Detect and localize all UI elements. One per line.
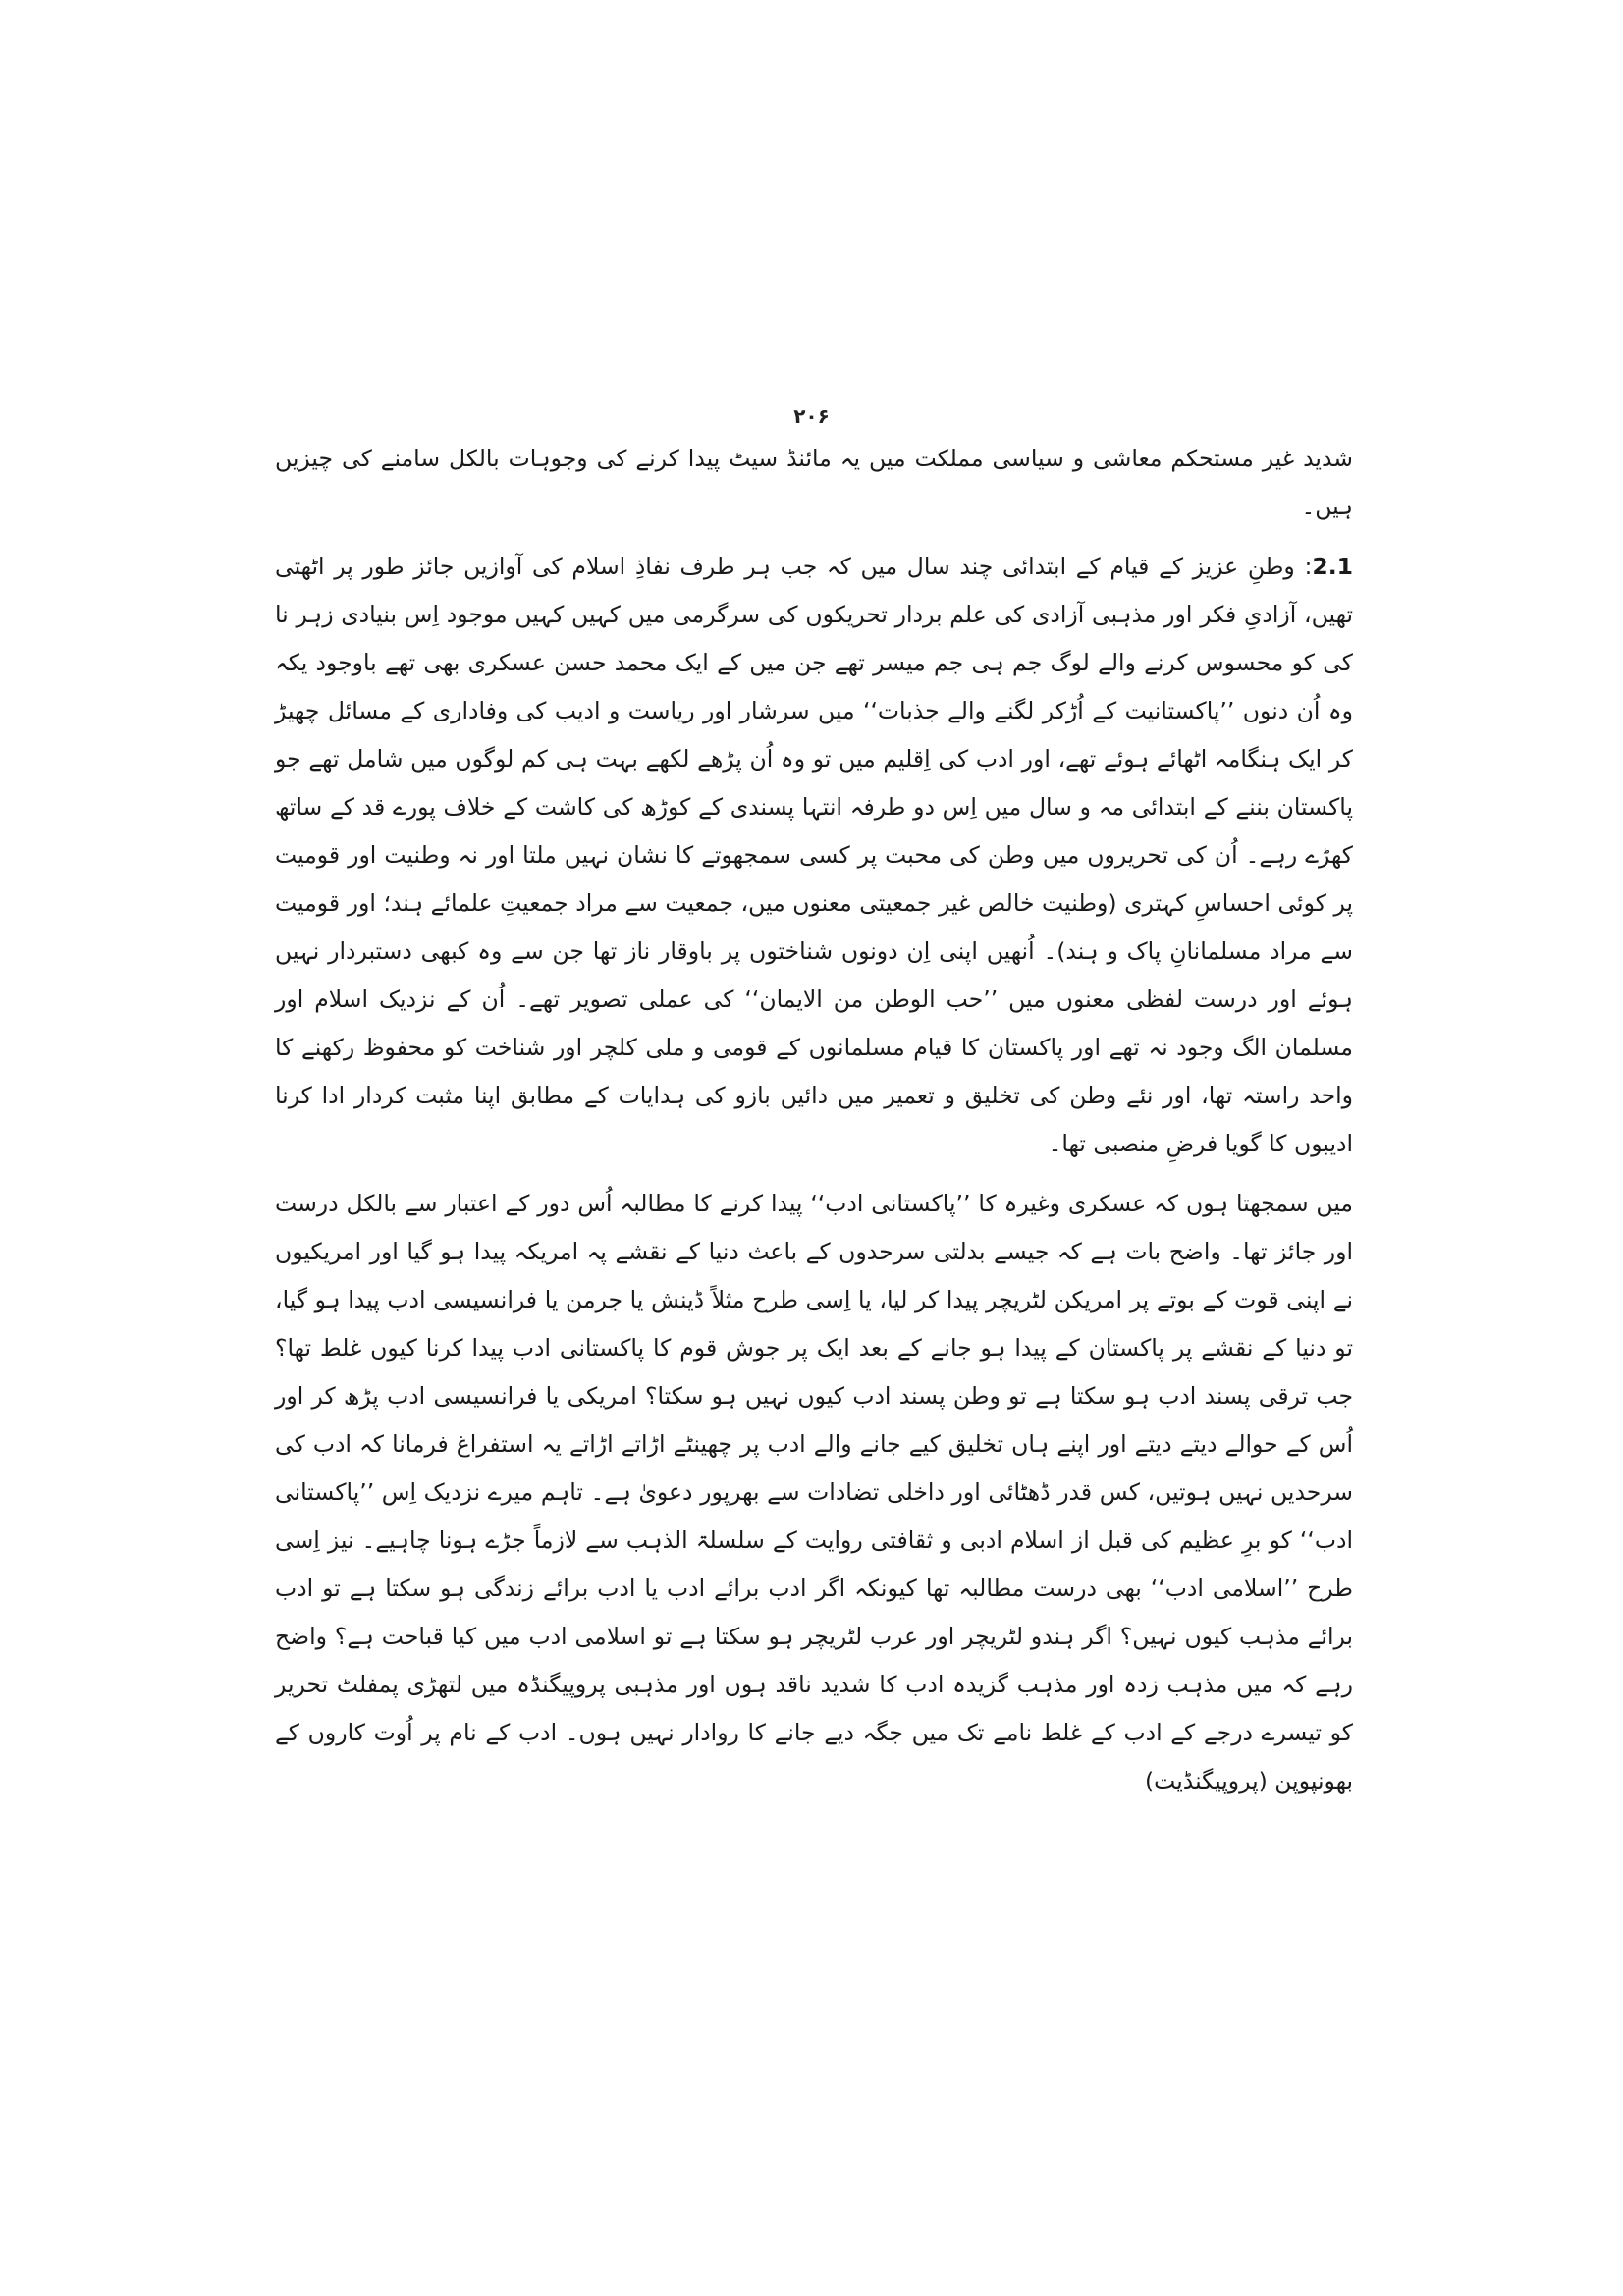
article-body bbox=[275, 435, 1353, 1805]
paragraph-intro: شدید غیر مستحکم معاشی و سیاسی مملکت میں یہ مائنڈ سیٹ پیدا کرنے کی وجوہات بالکل سامنے کی چیزیں ہیں۔ bbox=[275, 445, 1353, 520]
paragraph-pakistani-adab: میں سمجھتا ہوں کہ عسکری وغیرہ کا ’’پاکستانی ادب‘‘ پیدا کرنے کا مطالبہ اُس دور کے اعتبار سے بالکل درست اور جائز تھا۔ واضح بات ہے کہ جیسے بدلتی سرحدوں کے باعث دنیا کے نقشے پہ امریکہ پیدا ہو گیا اور امریکیوں نے اپنی قوت کے بوتے پر امریکن لٹریچر پیدا کر لیا، یا اِسی طرح مثلاً ڈینش یا جرمن یا فرانسیسی ادب پیدا ہو گیا، تو دنیا کے نقشے پر پاکستان کے پیدا ہو جانے کے بعد ایک پر جوش قوم کا پاکستانی ادب پیدا کرنا کیوں غلط تھا؟ جب ترقی پسند ادب ہو سکتا ہے تو وطن پسند ادب کیوں نہیں ہو سکتا؟ امریکی یا فرانسیسی ادب پڑھ کر اور اُس کے حوالے دیتے دیتے اور اپنے ہاں تخلیق کیے جانے والے ادب پر چھینٹے اڑاتے اڑاتے یہ استفراغ فرمانا کہ ادب کی سرحدیں نہیں ہوتیں، کس قدر ڈھٹائی اور داخلی تضادات سے بھرپور دعویٰ ہے۔ تاہم میرے نزدیک اِس ’’پاکستانی ادب‘‘ کو برِ عظیم کی قبل از اسلام ادبی و ثقافتی روایت کے سلسلۃ الذہب سے لازماً جڑے ہونا چاہیے۔ نیز اِسی طرح ’’اسلامی ادب‘‘ بھی درست مطالبہ تھا کیونکہ اگر ادب برائے ادب یا ادب برائے زندگی ہو سکتا ہے تو ادب برائے مذہب کیوں نہیں؟ اگر ہندو لٹریچر اور عرب لٹریچر ہو سکتا ہے تو اسلامی ادب میں کیا قباحت ہے؟ واضح رہے کہ میں مذہب زدہ اور مذہب گزیدہ ادب کا شدید ناقد ہوں اور مذہبی پروپیگنڈہ میں لتھڑی پمفلٹ تحریر کو تیسرے درجے کے ادب کے غلط نامے تک میں جگہ دیے جانے کا روادار نہیں ہوں۔ ادب کے نام پر اُوت کاروں کے بھونپوپن (پروپیگنڈیت) bbox=[275, 1190, 1353, 1794]
paragraph-body: : وطنِ عزیز کے قیام کے ابتدائی چند سال میں کہ جب ہر طرف نفاذِ اسلام کی آوازیں جائز طور پر اٹھتی تھیں، آزادیِ فکر اور مذہبی آزادی کی علم بردار تحریکوں کی سرگرمی میں کہیں کہیں موجود اِس بنیادی زہر نا کی کو محسوس کرنے والے لوگ جم ہی جم میسر تھے جن میں کے ایک محمد حسن عسکری بھی تھے باوجود یکہ وہ اُن دنوں ’’پاکستانیت کے اُڑکر لگنے والے جذبات‘‘ میں سرشار اور ریاست و ادیب کی وفاداری کے مسائل چھیڑ کر ایک ہنگامہ اٹھائے ہوئے تھے، اور ادب کی اِقلیم میں تو وہ اُن پڑھے لکھے بہت ہی کم لوگوں میں شامل تھے جو پاکستان بننے کے ابتدائی مہ و سال میں اِس دو طرفہ انتہا پسندی کے کوڑھ کی کاشت کے خلاف پورے قد کے ساتھ کھڑے رہے۔ اُن کی تحریروں میں وطن کی محبت پر کسی سمجھوتے کا نشان نہیں ملتا اور نہ وطنیت اور قومیت پر کوئی احساسِ کہتری (وطنیت خالص غیر جمعیتی معنوں میں، جمعیت سے مراد جمعیتِ علمائے ہند؛ اور قومیت سے مراد مسلمانانِ پاک و ہند)۔ اُنھیں اپنی اِن دونوں شناختوں پر باوقار ناز تھا جن سے وہ کبھی دستبردار نہیں ہوئے اور درست لفظی معنوں میں ’’حب الوطن من الایمان‘‘ کی عملی تصویر تھے۔ اُن کے نزدیک اسلام اور مسلمان الگ وجود نہ تھے اور پاکستان کا قیام مسلمانوں کے قومی و ملی کلچر اور شناخت کو محفوظ رکھنے کا واحد راستہ تھا، اور نئے وطن کی تخلیق و تعمیر میں دائیں بازو کی ہدایات کے مطابق اپنا مثبت کردار ادا کرنا ادیبوں کا گویا فرضِ منصبی تھا۔ bbox=[275, 553, 1353, 1157]
page-number: ۲۰۶ bbox=[793, 404, 830, 428]
paragraph-number: 2.1 bbox=[1312, 553, 1353, 580]
paragraph-section-2-1 bbox=[275, 543, 1353, 1168]
